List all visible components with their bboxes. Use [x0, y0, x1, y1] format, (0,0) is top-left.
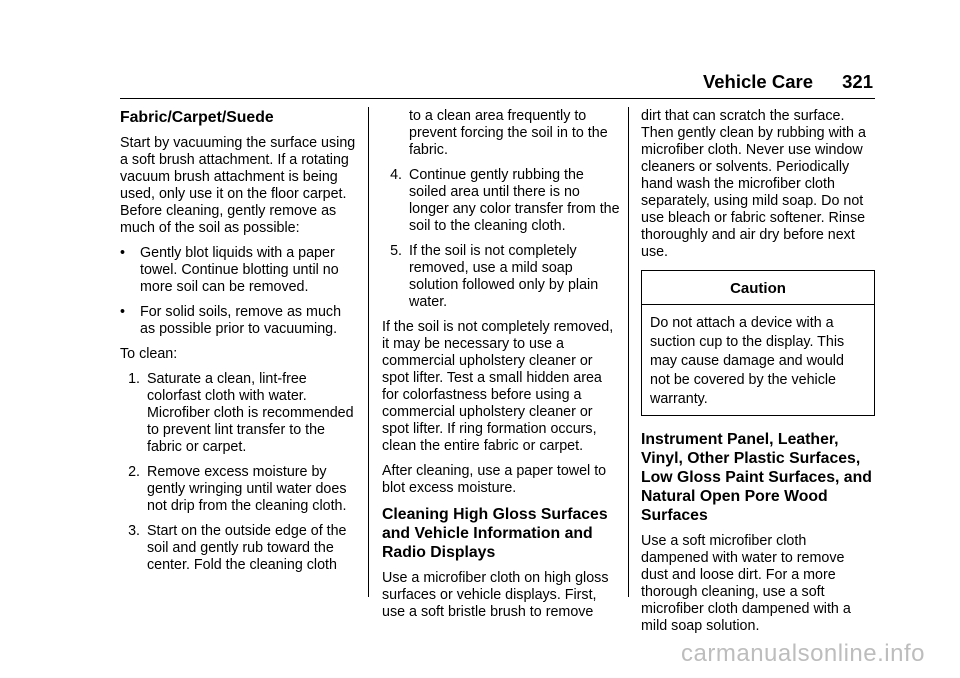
paragraph: Use a soft microfiber cloth dampened with water to remove dust and loose dirt. For a more thorough cleaning, use a soft microfiber cloth dampened with a mild soap solution. [641, 533, 851, 634]
step-text: Start on the outside edge of the soil and gently rub toward the center. Fold the cleaning cloth [147, 523, 347, 573]
numbered-step [120, 523, 360, 574]
watermark: carmanualsonline.info [681, 640, 925, 667]
numbered-step [120, 464, 360, 515]
section-heading: Cleaning High Gloss Surfaces and Vehicle Information and Radio Displays [382, 506, 608, 561]
numbered-step [382, 167, 622, 235]
step-number: 1. [128, 371, 140, 387]
column-1 [120, 108, 360, 582]
paragraph: Start by vacuuming the surface using a soft brush attachment. If a rotating vacuum brush attachment is being used, only use it on the floor carpet. Before cleaning, gently remove as much of the soil as possible: [120, 135, 356, 236]
numbered-step [120, 371, 360, 456]
bullet-text: For solid soils, remove as much as possible prior to vacuuming. [140, 304, 342, 337]
bullet-mark: • [120, 245, 126, 261]
paragraph: Use a microfiber cloth on high gloss surfaces or vehicle displays. First, use a soft bristle brush to remove [382, 570, 609, 620]
bullet-item [120, 304, 360, 338]
column-2 [382, 108, 622, 629]
paragraph: dirt that can scratch the surface. Then gently clean by rubbing with a microfiber cloth. Never use window cleaners or solvents. Periodically hand wash the microfiber cloth separately, using mild soap. Do not use bleach or fabric softener. Rinse thoroughly and air dry before next use. [641, 108, 866, 260]
column-3 [641, 108, 875, 643]
step-number: 5. [390, 243, 402, 259]
step-text: to a clean area frequently to prevent forcing the soil in to the fabric. [409, 108, 608, 158]
step-text: Remove excess moisture by gently wringing until water does not drip from the cleaning cloth. [147, 464, 347, 514]
paragraph: If the soil is not completely removed, it may be necessary to use a commercial upholstery cleaner or spot lifter. Test a small hidden area for colorfastness before using a commercial upholstery cleaner or spot lifter. If ring formation occurs, clean the entire fabric or carpet. [382, 319, 614, 454]
bullet-text: Gently blot liquids with a paper towel. Continue blotting until no more soil can be removed. [140, 245, 339, 295]
page-header [120, 70, 875, 99]
column-divider [628, 107, 629, 597]
paragraph: To clean: [120, 346, 178, 362]
caution-box [641, 270, 875, 416]
step-text: Continue gently rubbing the soiled area until there is no longer any color transfer from the soil to the cleaning cloth. [409, 167, 620, 234]
caution-title: Caution [642, 271, 874, 305]
section-heading: Fabric/Carpet/Suede [120, 109, 274, 126]
bullet-item [120, 245, 360, 296]
step-text: Saturate a clean, lint-free colorfast cloth with water. Microfiber cloth is recommended to prevent lint transfer to the fabric or carpet. [147, 371, 354, 455]
section-title: Vehicle Care [702, 71, 813, 92]
caution-text: Do not attach a device with a suction cup to the display. This may cause damage and would not be covered by the vehicle warranty. [650, 315, 845, 407]
section-heading: Instrument Panel, Leather, Vinyl, Other Plastic Surfaces, Low Gloss Paint Surfaces, and Natural Open Pore Wood Surfaces [641, 431, 872, 524]
paragraph: After cleaning, use a paper towel to blot excess moisture. [382, 463, 607, 496]
numbered-step [382, 243, 622, 311]
column-divider [368, 107, 369, 597]
bullet-mark: • [120, 304, 126, 320]
page-number: 321 [842, 71, 873, 92]
step-continuation [382, 108, 622, 159]
step-number: 2. [128, 464, 140, 480]
step-text: If the soil is not completely removed, use a mild soap solution followed only by plain water. [409, 243, 599, 310]
step-number: 4. [390, 167, 402, 183]
step-number: 3. [128, 523, 140, 539]
